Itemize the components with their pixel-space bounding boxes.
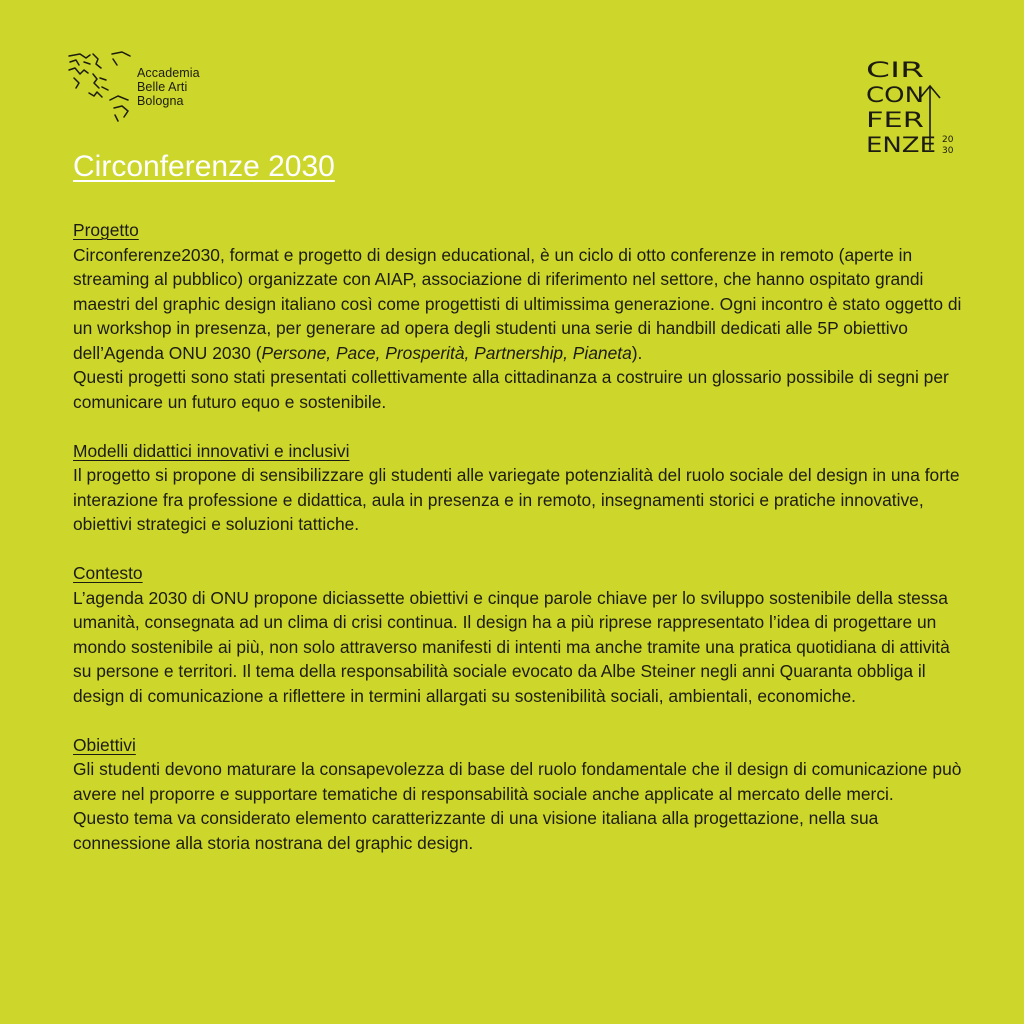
progetto-text-end: ). <box>631 342 643 363</box>
contesto-paragraph: L’agenda 2030 di ONU propone diciassette obiettivi e cinque parole chiave per lo sviluppo sostenibile della stessa umanità, consegnata ad un clima di crisi continua. Il design ha a più riprese rappresentato l’idea di progettare un mondo sostenibile ai più, non solo attraverso manifesti di intenti ma anche tramite una pratica quotidiana di attività su persone e territori. Il tema della responsabilità sociale evocato da Albe Steiner negli anni Quaranta obbliga il design di comunicazione a riflettere in termini allargati su sostenibilità sociali, ambientali, economiche. <box>73 587 950 706</box>
obiettivi-paragraph-1: Gli studenti devono maturare la consapevolezza di base del ruolo fondamentale che il design di comunicazione può avere nel proporre e supportare tematiche di responsabilità sociale anche applicate al mercato delle merci. <box>73 759 962 804</box>
circonferenze-logo <box>864 56 964 160</box>
section-heading-obiettivi: Obiettivi <box>73 734 136 755</box>
circ-logo-year-top: 20 <box>942 135 954 145</box>
section-heading-modelli: Modelli didattici innovativi e inclusivi <box>73 440 350 461</box>
academy-name-line1: Accademia <box>137 66 200 80</box>
circ-logo-year-bottom: 30 <box>942 146 954 156</box>
academy-name-line3: Bologna <box>137 94 184 108</box>
academy-name <box>137 66 200 108</box>
academy-logo <box>66 50 236 125</box>
obiettivi-paragraph-2: Questo tema va considerato elemento caratterizzante di una visione italiana alla progettazione, nella sua connessione alla storia nostrana del graphic design. <box>73 808 879 853</box>
page-title: Circonferenze 2030 <box>73 150 335 183</box>
section-progetto <box>73 218 963 414</box>
progetto-5p-list: Persone, Pace, Prosperità, Partnership, Pianeta <box>261 342 632 363</box>
modelli-paragraph: Il progetto si propone di sensibilizzare gli studenti alle variegate potenzialità del ruolo sociale del design in una forte interazione fra professione e didattica, aula in presenza e in remoto, insegnamenti storici e pratiche innovative, obiettivi strategici e soluzioni tattiche. <box>73 465 960 534</box>
section-heading-progetto: Progetto <box>73 220 139 240</box>
academy-emblem-icon <box>66 50 134 122</box>
circ-logo-row1: CIR <box>866 58 924 82</box>
progetto-text-start: Circonferenze2030, format e progetto di design educational, è un ciclo di otto conferenze in remoto (aperte in streaming al pubblico) organizzate con AIAP, associazione di riferimento nel settore, che hanno ospitato grandi maestri del graphic design italiano così come progettisti di ultimissima generazione. Ogni incontro è stato oggetto di un workshop in presenza, per generare ad opera degli studenti una serie di handbill dedicati alle 5P obiettivo dell’Agenda ONU 2030 ( <box>73 244 962 363</box>
section-contesto <box>73 561 963 708</box>
progetto-paragraph-1 <box>73 243 963 366</box>
progetto-paragraph-2: Questi progetti sono stati presentati collettivamente alla cittadinanza a costruire un glossario possibile di segni per comunicare un futuro equo e sostenibile. <box>73 367 949 412</box>
circ-logo-row4: ENZE <box>866 133 936 157</box>
academy-name-line2: Belle Arti <box>137 80 188 94</box>
section-modelli <box>73 439 963 537</box>
section-heading-contesto: Contesto <box>73 563 143 583</box>
circ-logo-row2: CON <box>866 83 924 107</box>
main-content <box>73 218 963 880</box>
section-obiettivi <box>73 733 963 856</box>
circ-logo-row3: FER <box>866 108 924 132</box>
